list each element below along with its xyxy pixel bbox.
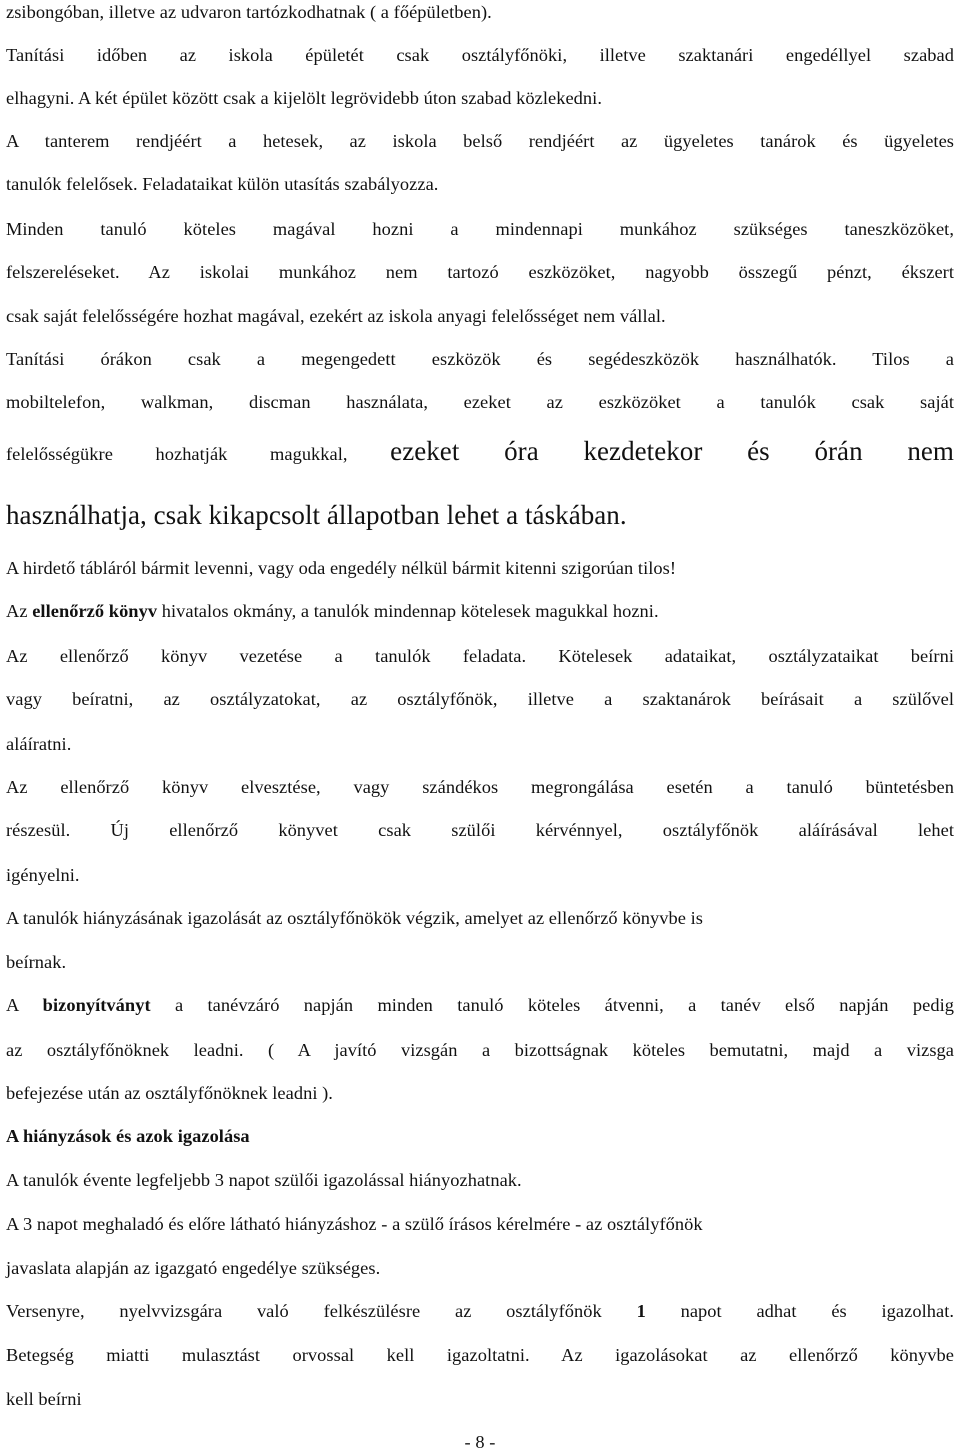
text-line: Az ellenőrző könyv elvesztése, vagy szándékos megrongálása esetén a tanuló büntetésben	[6, 777, 954, 797]
text-line: A hirdető tábláról bármit levenni, vagy oda engedély nélkül bármit kitenni szigorúan tilos!	[6, 558, 677, 578]
text-line: javaslata alapján az igazgató engedélye szükséges.	[6, 1258, 381, 1278]
text-line: részesül. Új ellenőrző könyvet csak szülői kérvénnyel, osztályfőnök aláírásával lehet	[6, 820, 954, 840]
text-line: befejezése után az osztályfőnöknek leadni ).	[6, 1083, 333, 1103]
text-line-large: használhatja, csak kikapcsolt állapotban lehet a táskában.	[6, 500, 627, 530]
text-line: mobiltelefon, walkman, discman használata, ezeket az eszközöket a tanulók csak saját	[6, 392, 954, 412]
text-line: Versenyre, nyelvvizsgára való felkészülésre az osztályfőnök 1 napot adhat és igazolhat.	[6, 1301, 955, 1321]
text-line: igényelni.	[6, 865, 80, 885]
text-line: A bizonyítványt a tanévzáró napján minden tanuló köteles átvenni, a tanév első napján pedig	[6, 995, 954, 1015]
text-line: aláíratni.	[6, 734, 72, 754]
page-number: - 8 -	[464, 1432, 496, 1452]
text-line-mixed-size: felelősségükre hozhatják magukkal, ezeket óra kezdetekor és órán nem	[6, 436, 954, 466]
text-line: felszereléseket. Az iskolai munkához nem tartozó eszközöket, nagyobb összegű pénzt, ékszert	[6, 262, 954, 282]
large-text-run: ezeket óra kezdetekor és órán nem	[390, 436, 954, 466]
text-line: Tanítási időben az iskola épületét csak osztályfőnöki, illetve szaktanári engedéllyel szabad	[6, 45, 954, 65]
text-line: kell beírni	[6, 1389, 82, 1409]
text-line: A tanulók hiányzásának igazolását az osztályfőnökök végzik, amelyet az ellenőrző könyvbe is	[6, 908, 704, 928]
text-line: zsibongóban, illetve az udvaron tartózkodhatnak ( a főépületben).	[6, 2, 492, 22]
text-line: beírnak.	[6, 952, 67, 972]
bold-term-ellenorzo-konyv: ellenőrző könyv	[32, 601, 158, 621]
text-line: A tanulók évente legfeljebb 3 napot szülői igazolással hiányozhatnak.	[6, 1170, 522, 1190]
text-line: az osztályfőnöknek leadni. ( A javító vizsgán a bizottságnak köteles bemutatni, majd a vizsga	[6, 1040, 954, 1060]
text-line: tanulók felelősek. Feladataikat külön utasítás szabályozza.	[6, 174, 439, 194]
bold-term-bizonyitvany: bizonyítványt	[42, 995, 151, 1015]
text-line: csak saját felelősségére hozhat magával, ezekért az iskola anyagi felelősséget nem vállal.	[6, 306, 666, 326]
section-heading: A hiányzások és azok igazolása	[6, 1126, 250, 1146]
text-line: vagy beíratni, az osztályzatokat, az osztályfőnök, illetve a szaktanárok beírásait a szülővel	[6, 689, 954, 709]
text-line: Az ellenőrző könyv hivatalos okmány, a tanulók mindennap kötelesek magukkal hozni.	[6, 601, 659, 621]
text-line: Az ellenőrző könyv vezetése a tanulók feladata. Kötelesek adataikat, osztályzataikat beírni	[6, 646, 954, 666]
text-line: Tanítási órákon csak a megengedett eszközök és segédeszközök használhatók. Tilos a	[6, 349, 954, 369]
text-line: Minden tanuló köteles magával hozni a mindennapi munkához szükséges taneszközöket,	[6, 219, 954, 239]
bold-number: 1	[636, 1301, 646, 1321]
text-line: A tanterem rendjéért a hetesek, az iskola belső rendjéért az ügyeletes tanárok és ügyeletes	[6, 131, 954, 151]
text-line: Betegség miatti mulasztást orvossal kell igazoltatni. Az igazolásokat az ellenőrző könyvbe	[6, 1345, 954, 1365]
text-line: A 3 napot meghaladó és előre látható hiányzáshoz - a szülő írásos kérelmére - az osztályfőnök	[6, 1214, 703, 1234]
text-line: elhagyni. A két épület között csak a kijelölt legrövidebb úton szabad közlekedni.	[6, 88, 602, 108]
